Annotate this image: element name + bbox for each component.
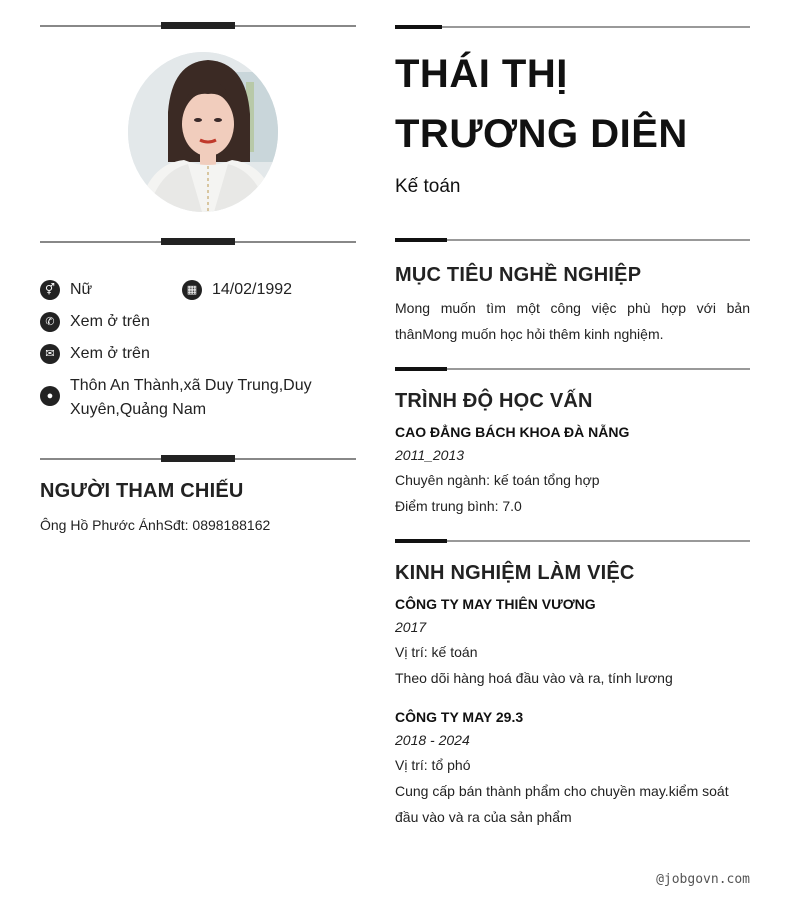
reference-title: NGƯỜI THAM CHIẾU — [40, 480, 244, 502]
experience-period: 2018 - 2024 — [395, 732, 470, 748]
experience-company: CÔNG TY MAY 29.3 — [395, 709, 524, 725]
email-row — [40, 342, 356, 366]
experience-position: Vị trí: kế toán — [395, 644, 478, 660]
objective-divider — [395, 238, 750, 243]
reference-text: Ông Hồ Phước ÁnhSđt: 0898188162 — [40, 517, 271, 533]
location-pin-icon: ● — [40, 386, 60, 406]
mail-icon: ✉ — [40, 344, 60, 364]
dob-row — [182, 278, 356, 302]
education-school: CAO ĐẲNG BÁCH KHOA ĐÀ NẴNG — [395, 424, 630, 440]
education-divider — [395, 367, 750, 372]
avatar — [128, 52, 278, 214]
gender-icon: ⚥ — [40, 280, 60, 300]
calendar-icon: ▦ — [182, 280, 202, 300]
watermark: @jobgovn.com — [656, 872, 750, 887]
profile-photo — [128, 52, 278, 212]
objective-title: MỤC TIÊU NGHỀ NGHIỆP — [395, 264, 642, 286]
education-title: TRÌNH ĐỘ HỌC VẤN — [395, 390, 593, 412]
job-title: Kế toán — [395, 176, 461, 197]
gender-value: Nữ — [70, 281, 93, 298]
phone-value: Xem ở trên — [70, 313, 150, 330]
education-gpa: Điểm trung bình: 7.0 — [395, 498, 522, 514]
experience-company: CÔNG TY MAY THIÊN VƯƠNG — [395, 596, 596, 612]
candidate-name: THÁI THỊ TRƯƠNG DIÊN — [395, 52, 688, 156]
reference-divider — [40, 457, 356, 460]
experience-position: Vị trí: tổ phó — [395, 757, 471, 773]
address-value: Thôn An Thành,xã Duy Trung,Duy Xuyên,Quảng Nam — [70, 377, 312, 418]
email-value: Xem ở trên — [70, 345, 150, 362]
objective-text: Mong muốn tìm một công việc phù hợp với bản thânMong muốn học hỏi thêm kinh nghiệm. — [395, 300, 750, 342]
phone-row — [40, 310, 356, 334]
header-divider — [395, 25, 750, 30]
experience-period: 2017 — [395, 619, 427, 635]
experience-description: Theo dõi hàng hoá đầu vào và ra, tính lương — [395, 670, 673, 686]
dob-value: 14/02/1992 — [212, 281, 293, 298]
gender-row — [40, 278, 180, 302]
top-divider — [40, 24, 356, 27]
experience-divider — [395, 539, 750, 544]
phone-icon: ✆ — [40, 312, 60, 332]
education-major: Chuyên ngành: kế toán tổng hợp — [395, 472, 600, 488]
photo-bottom-divider — [40, 240, 356, 243]
experience-title: KINH NGHIỆM LÀM VIỆC — [395, 562, 635, 584]
education-period: 2011_2013 — [395, 447, 465, 463]
address-row — [40, 374, 320, 422]
experience-description: Cung cấp bán thành phẩm cho chuyền may.kiểm soát đầu vào và ra của sản phẩm — [395, 783, 729, 825]
